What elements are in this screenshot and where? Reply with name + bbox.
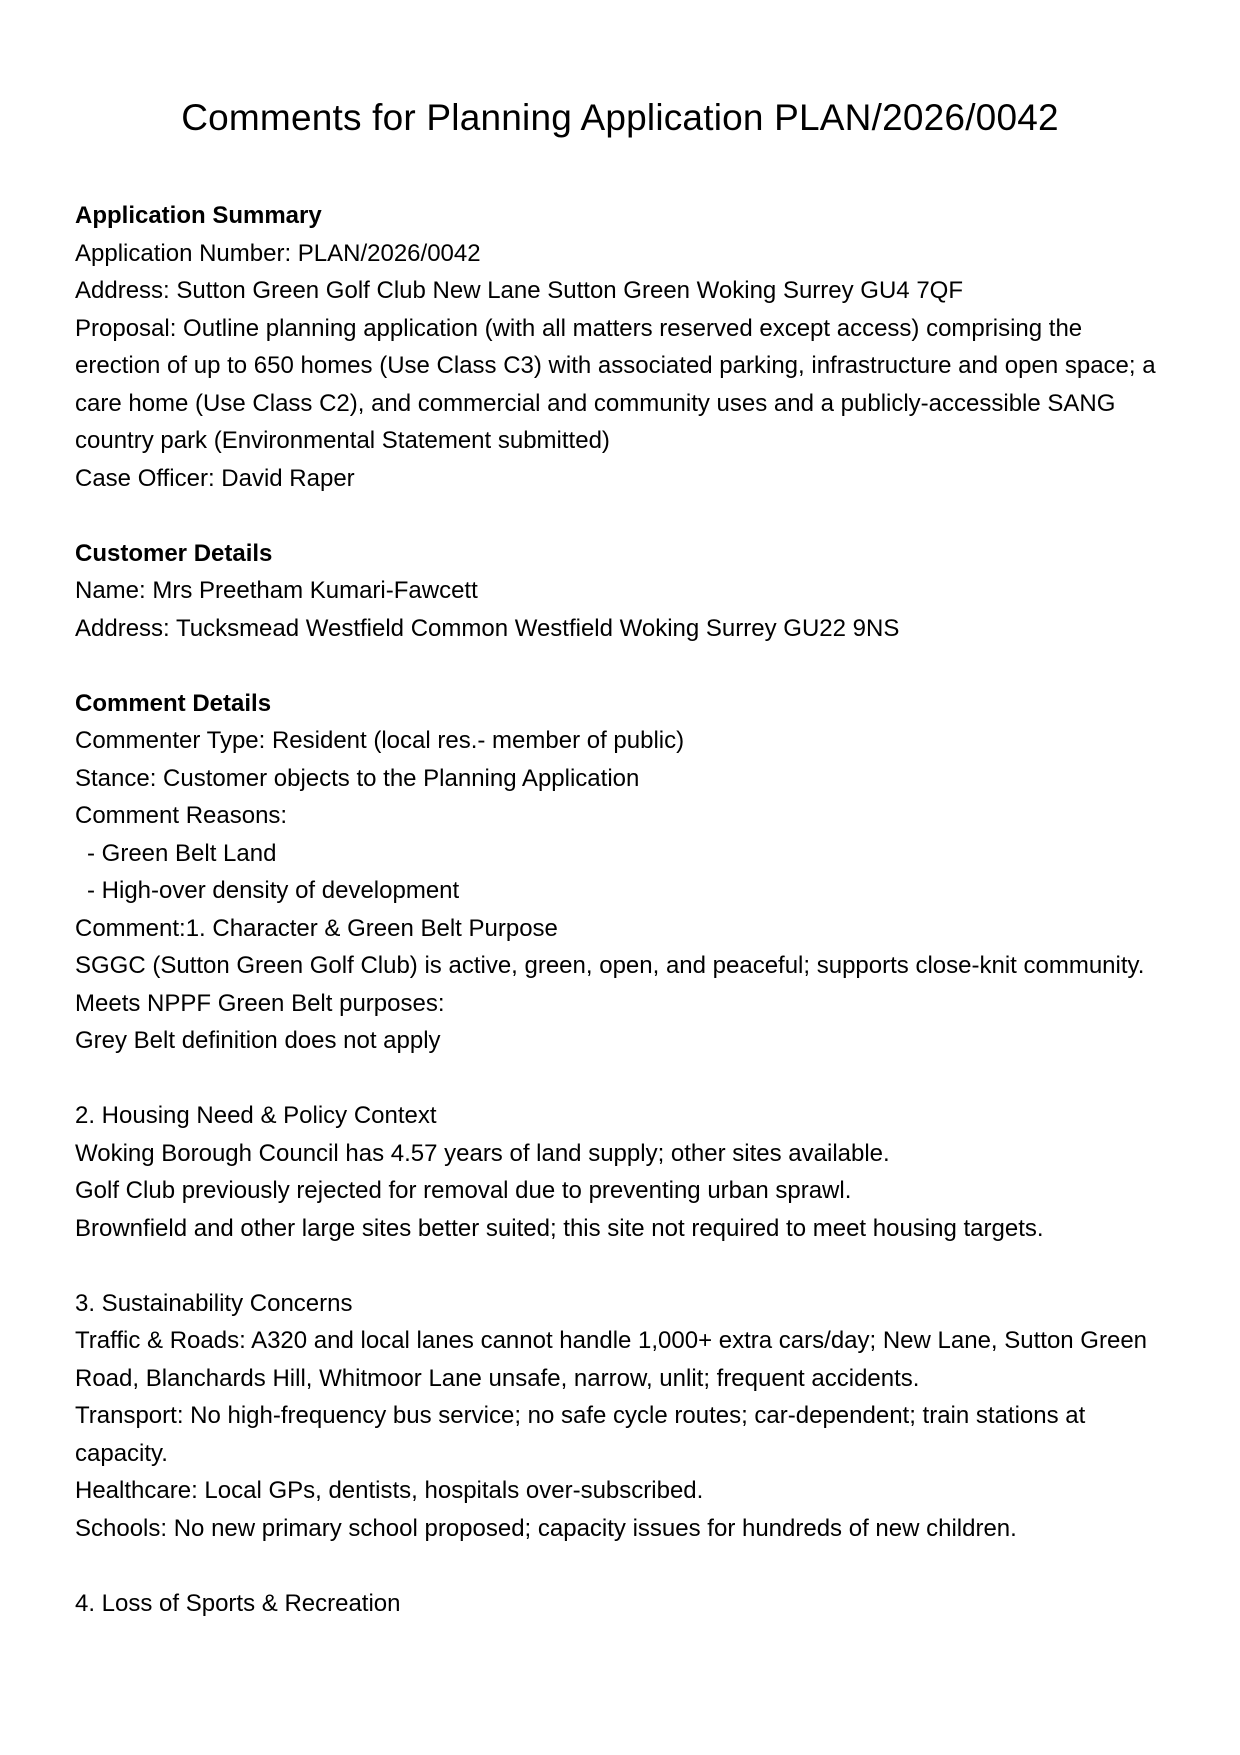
section1-line: SGGC (Sutton Green Golf Club) is active, green, open, and peaceful; supports close-knit community. — [75, 952, 1145, 979]
section1-line: Meets NPPF Green Belt purposes: — [75, 989, 445, 1017]
case-officer: Case Officer: David Raper — [75, 464, 355, 492]
customer-address: Address: Tucksmead Westfield Common Westfield Woking Surrey GU22 9NS — [75, 614, 900, 642]
comment-reasons-label: Comment Reasons: — [75, 802, 288, 829]
application-address: Address: Sutton Green Golf Club New Lane Sutton Green Woking Surrey GU4 7QF — [75, 277, 963, 304]
section3-title: 3. Sustainability Concerns — [75, 1289, 353, 1317]
spacer — [75, 497, 1165, 535]
application-proposal: Proposal: Outline planning application (with all matters reserved except access) comprising the erection of up to 650 homes (Use Class C3) with associated parking, infrastructure and open space; a care home (Use Class C2), and commercial and community uses and a publicly-accessible SANG country park (Environmental Statement submitted) — [75, 314, 1163, 454]
document-body — [75, 197, 1165, 1622]
spacer — [75, 1247, 1165, 1285]
stance: Stance: Customer objects to the Planning Application — [75, 764, 640, 792]
application-number: Application Number: PLAN/2026/0042 — [75, 239, 481, 267]
spacer — [75, 1060, 1165, 1098]
customer-name: Name: Mrs Preetham Kumari-Fawcett — [75, 577, 478, 604]
comment-reason-item: - High-over density of development — [87, 877, 460, 904]
section2-title: 2. Housing Need & Policy Context — [75, 1102, 437, 1129]
comment-details-heading: Comment Details — [75, 689, 272, 717]
commenter-type: Commenter Type: Resident (local res.- member of public) — [75, 727, 685, 754]
section3-line: Healthcare: Local GPs, dentists, hospitals over-subscribed. — [75, 1477, 704, 1504]
comment-reason-item: - Green Belt Land — [87, 839, 277, 867]
section2-line: Brownfield and other large sites better suited; this site not required to meet housing targets. — [75, 1214, 1044, 1242]
page-title: Comments for Planning Application PLAN/2026/0042 — [181, 97, 1059, 138]
comment-start: Comment:1. Character & Green Belt Purpose — [75, 914, 558, 942]
section1-line: Grey Belt definition does not apply — [75, 1027, 441, 1054]
section3-line: Schools: No new primary school proposed; capacity issues for hundreds of new children. — [75, 1514, 1017, 1542]
customer-details-heading: Customer Details — [75, 539, 273, 567]
section3-line: Traffic & Roads: A320 and local lanes cannot handle 1,000+ extra cars/day; New Lane, Sutton Green Road, Blanchards Hill, Whitmoor Lane unsafe, narrow, unlit; frequent accidents. — [75, 1327, 1154, 1392]
section2-line: Woking Borough Council has 4.57 years of land supply; other sites available. — [75, 1139, 890, 1167]
spacer — [75, 647, 1165, 685]
section3-line: Transport: No high-frequency bus service; no safe cycle routes; car-dependent; train stations at capacity. — [75, 1402, 1092, 1467]
spacer — [75, 1547, 1165, 1585]
section4-title: 4. Loss of Sports & Recreation — [75, 1589, 401, 1617]
application-summary-heading: Application Summary — [75, 202, 322, 229]
section2-line: Golf Club previously rejected for removal due to preventing urban sprawl. — [75, 1177, 852, 1204]
